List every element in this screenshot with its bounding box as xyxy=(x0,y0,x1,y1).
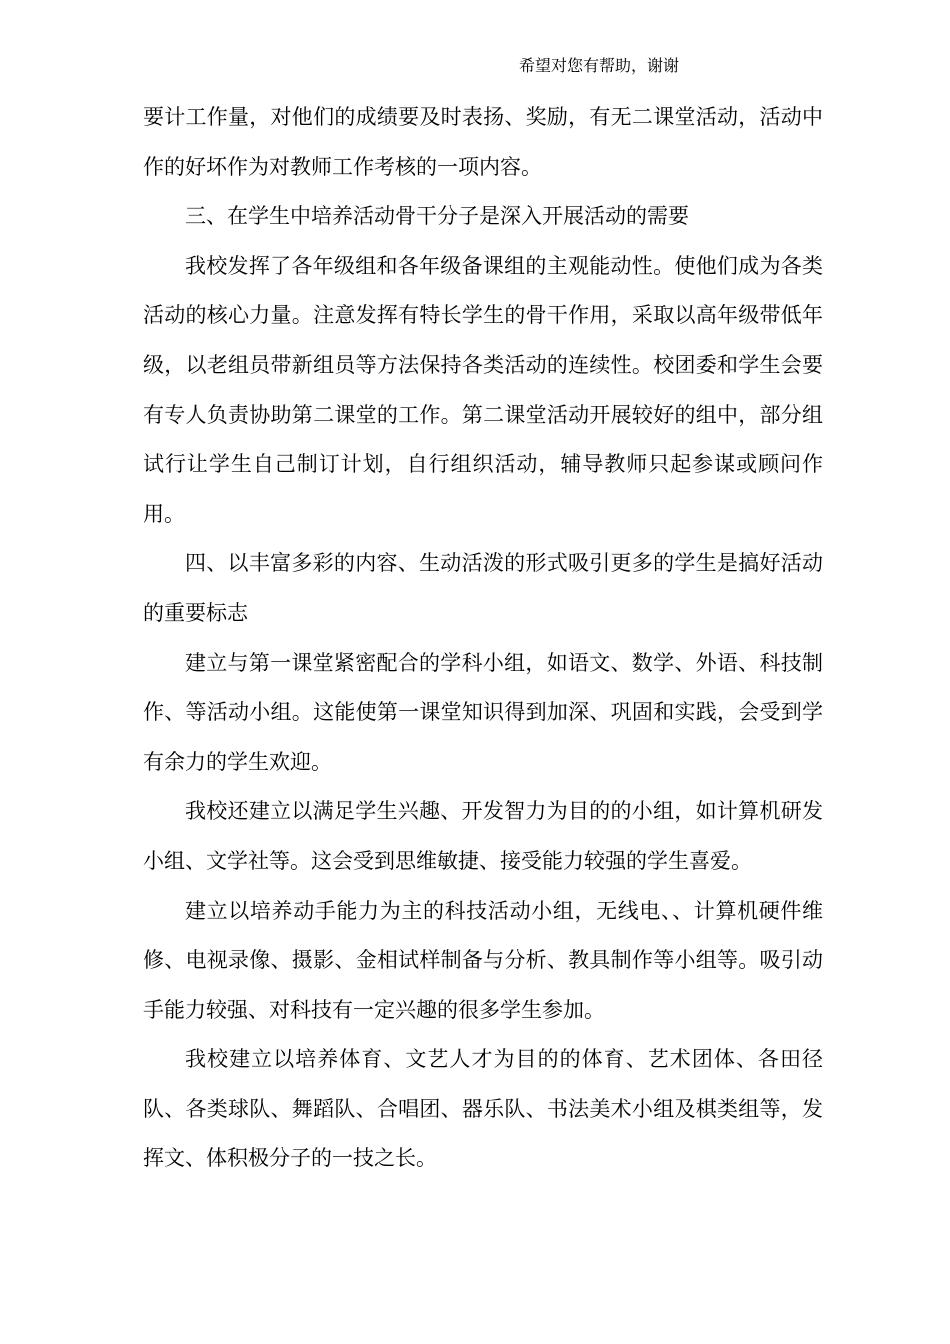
paragraph: 我校还建立以满足学生兴趣、开发智力为目的的小组，如计算机研发小组、文学社等。这会受到思维敏捷、接受能力较强的学生喜爱。 xyxy=(143,799,823,873)
paragraph: 建立以培养动手能力为主的科技活动小组，无线电、、计算机硬件维修、电视录像、摄影、金相试样制备与分析、教具制作等小组等。吸引动手能力较强、对科技有一定兴趣的很多学生参加。 xyxy=(143,898,823,1022)
paragraph: 我校发挥了各年级组和各年级备课组的主观能动性。使他们成为各类活动的核心力量。注意发挥有特长学生的骨干作用，采取以高年级带低年级，以老组员带新组员等方法保持各类活动的连续性。校团委和学生会要有专人负责协助第二课堂的工作。第二课堂活动开展较好的组中，部分组试行让学生自己制订计划，自行组织活动，辅导教师只起参谋或顾问作用。 xyxy=(143,253,823,526)
section-heading-4: 四、以丰富多彩的内容、生动活泼的形式吸引更多的学生是搞好活动的重要标志 xyxy=(143,551,823,625)
paragraph: 建立与第一课堂紧密配合的学科小组，如语文、数学、外语、科技制作、等活动小组。这能使第一课堂知识得到加深、巩固和实践，会受到学有余力的学生欢迎。 xyxy=(143,650,823,774)
section-heading-3: 三、在学生中培养活动骨干分子是深入开展活动的需要 xyxy=(185,204,689,229)
paragraph: 我校建立以培养体育、文艺人才为目的的体育、艺术团体、各田径队、各类球队、舞蹈队、合唱团、器乐队、书法美术小组及棋类组等，发挥文、体积极分子的一技之长。 xyxy=(143,1047,823,1171)
paragraph-continuation: 要计工作量，对他们的成绩要及时表扬、奖励，有无二课堂活动，活动中作的好坏作为对教师工作考核的一项内容。 xyxy=(143,105,823,179)
document-body xyxy=(143,93,823,1184)
header-note: 希望对您有帮助，谢谢 xyxy=(519,56,680,75)
